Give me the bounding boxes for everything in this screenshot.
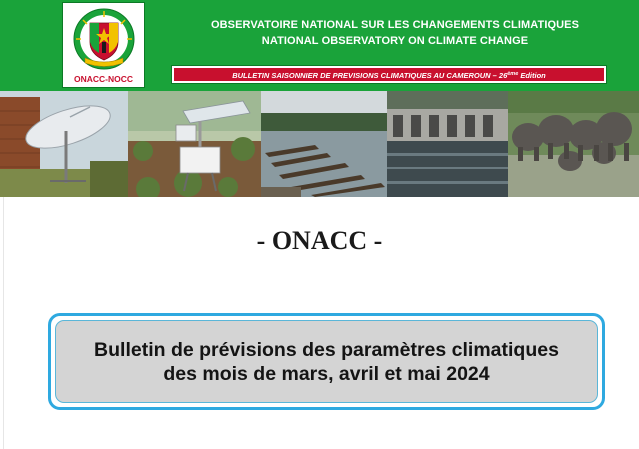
dam-photo <box>387 91 508 197</box>
emblem-icon <box>71 6 137 72</box>
weather-station-photo <box>128 91 261 197</box>
elephants-photo <box>508 91 639 197</box>
logo-caption: ONACC-NOCC <box>73 74 134 84</box>
lake-boats-photo <box>261 91 387 197</box>
photo-strip <box>0 91 639 197</box>
edition-ordinal-suffix: ème <box>507 71 519 77</box>
title-french: OBSERVATOIRE NATIONAL SUR LES CHANGEMENTS CLIMATIQUES <box>210 19 580 31</box>
bulletin-title-line-2: des mois de mars, avril et mai 2024 <box>163 362 490 385</box>
title-english: NATIONAL OBSERVATORY ON CLIMATE CHANGE <box>261 35 529 47</box>
bulletin-title-inner <box>55 320 598 403</box>
satellite-dish-photo <box>0 91 128 197</box>
bulletin-title-line-1: Bulletin de prévisions des paramètres climatiques <box>94 338 559 361</box>
header-band <box>0 0 639 91</box>
edition-banner <box>172 66 606 83</box>
bulletin-title-box <box>48 313 605 410</box>
edition-banner-text: BULLETIN SAISONNIER DE PREVISIONS CLIMATIQUES AU CAMEROUN – 26 <box>232 71 508 80</box>
onacc-heading: - ONACC - <box>256 226 383 255</box>
edition-banner-tail: Edition <box>518 71 546 80</box>
onacc-logo <box>62 2 145 88</box>
